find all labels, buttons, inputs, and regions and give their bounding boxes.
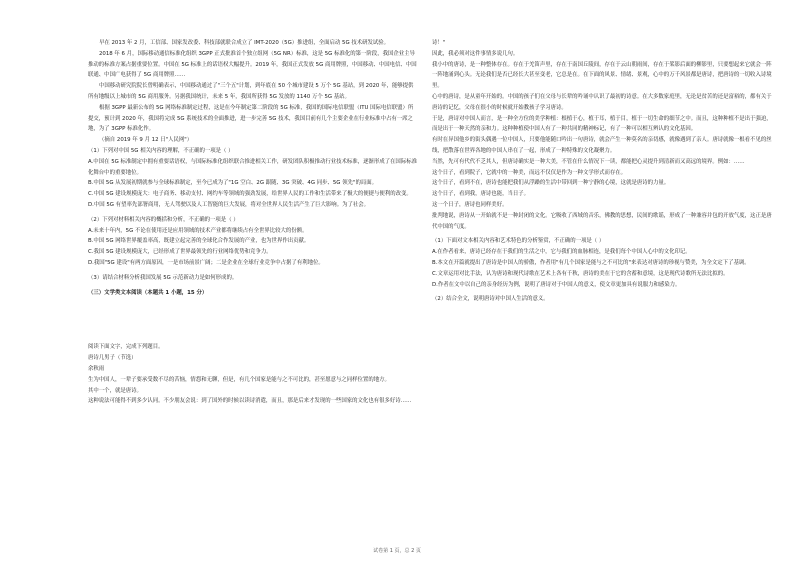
q2-option-c: C.我国 5G 建设规模庞大，已经形成了世界最领先的行业网络优势和竞争力。 bbox=[88, 249, 272, 256]
q1-option-b: B.中国 5G 从发展初期就参与全球标准制定，至今已成为了"1G 空白、2G 跟随、3G 突破、4G 同步、5G 领先"的局面。 bbox=[88, 180, 378, 187]
q1-option-d: D.中国 5G 有望率先部署商用，无人驾驶以及人工智能的巨大发展，将对全世界人民生活产生了巨大影响。为了社会。 bbox=[88, 201, 370, 208]
q1-option-a: A.中国在 5G 标准制定中拥有重要话语权，与国际标准化组织联合推进相关工作，研发团队积极推动行业技术标准，逐渐形成了在国际标准化舞台中的重要地位。 bbox=[88, 158, 417, 176]
article-paragraph: 心中的唐诗，是从童年开始的。中国的孩子们在父母与长辈的吟诵中认识了最初的诗意。在大多数家庭里，无论是贫苦的还是富裕的，都有关于唐诗的记忆，父母在很小的时候就开始教孩子学习唐诗。 bbox=[432, 93, 772, 111]
q2-option-a: A.未来十年内，5G 不论在使用还是应用领域的技术产业都将继续占有全世界比较大的份额。 bbox=[88, 227, 308, 234]
page-footer: 试卷第 1 页，总 2 页 bbox=[373, 548, 421, 554]
q1-option-c: C.文章运用对比手法，认为唐诗和现代诗歌在艺术上各有千秋，唐诗的美在于它的含蓄和意境，这是现代诗歌所无法比拟的。 bbox=[432, 270, 729, 277]
q2-option-d: D.我国"5G 建设"有两方面原因，一是市场前景广阔；二是企业在全球行业竞争中占据了有利地位。 bbox=[88, 259, 324, 266]
q2-option-b: B.中国 5G 网络世界覆盖率高，既建立起完善的全球化合作发展的产业，也为世界作出贡献。 bbox=[88, 238, 310, 245]
article-paragraph: 这个日子，看到我，唐诗也能，当日子。 bbox=[432, 191, 530, 198]
q1-option-c: C.中国 5G 建设规模庞大：电子商务、移动支付、网约车等领域的强劲发展，给世界人民的工作和生活带来了极大的便捷与便利的改变。 bbox=[88, 191, 412, 198]
left-column bbox=[88, 38, 418, 407]
article-paragraph: 我小中的唐诗，是一种整体存在。存在于羌笛声里，存在于南国丘陵间，存在于云山朝雨间，存在于桨影后面的柳影里，只要想起来它就会一阵一阵地涌到心头。无论我们是否已经长大甚至变老，它总是在。在下面的风景、情绪、景观，心中的万千风景都是唐诗，把唐诗的一切收入诗境里。 bbox=[432, 61, 772, 90]
article-title: 唐诗几男子（节选） bbox=[88, 355, 137, 362]
intro-paragraph: 早在 2013 年 2 月，工信部、国家发改委、科技部就联合成立了 IMT-2020（5G）推进组，全面启动 5G 技术研发试验。 bbox=[99, 40, 390, 46]
article-paragraph: 其中一个，就是唐诗。 bbox=[88, 387, 142, 394]
article-paragraph: 这个日子，看到院子，它就中的一种美，而远不仅仅是作为一种文学形式而存在。 bbox=[432, 169, 627, 176]
body-paragraph: 中国移动研究院院长曾明确表示，中国移动通过了"三个五"计划，到年底在 50 个城市建设 5 万个 5G 基站，到 2020 年，能够提供所有地级以上城市的 5G 商用服务。另据我国统计，未来 5 年，我国所获得 5G 发放的 1140 万个 5G 基站。 bbox=[88, 83, 414, 100]
article-paragraph: 因此，我必须对这件事情多说几句。 bbox=[432, 50, 519, 57]
question-1: （1）下列对中国 5G 相关内容的理解，不正确的一项是（ ） bbox=[88, 147, 234, 154]
question-2: （2）结合全文，说明唐诗对中国人生活的意义。 bbox=[432, 296, 549, 303]
article-author: 余秋雨 bbox=[88, 365, 105, 372]
article-paragraph: 有时在异国他乡的街头偶遇一位中国人，只要他能随口吟出一句唐诗，就会产生一种莫名的亲切感，就像遇到了亲人。唐诗就像一根看不见的丝线，把散落在世界各地的中国人串在了一起，形成了一种特殊的文化凝聚力。 bbox=[432, 137, 772, 154]
article-paragraph: 这个日子，看到不在，唐诗也能把我们从浮躁的生活中带回到一种宁静的心境，这就是唐诗的力量。 bbox=[432, 180, 670, 187]
article-paragraph: 批判地说，唐诗从一开始就不是一种封闭的文化。它吸收了西域的音乐，佛教的思想，民间的歌谣，形成了一种兼容并包的开放气度，这正是唐代中国的气度。 bbox=[432, 212, 772, 230]
reading-instruction: 阅读下面文字，完成下列题目。 bbox=[88, 344, 164, 351]
body-paragraph: 2018 年 6 月，国际移动通信标准化组织 3GPP 正式批准首个独立组网（5G NR）标准，这是 5G 标准化的第一阶段，我国企业主导推动的标准方案占据重要位置。中国在 5G 标准上的话语权大幅提升。2019 年，我国正式发放 5G 商用牌照，中国移动、中国电信、中国联通、中国广电获得了 5G 商用牌照…… bbox=[88, 50, 417, 79]
q1-option-d: D.作者在文中以自己的亲身经历为例，说明了唐诗对于中国人的意义，使文章更加具有说服力和感染力。 bbox=[432, 281, 681, 288]
article-paragraph: 于是，唐诗对中国人而言，是一种全方位的美学种植：根植于心，植于耳，植于目，植于一切生命的细节之中。而且，这种种植不是出于强迫，而是出于一种天然的亲和力。这种种植使中国人有了一种共同的精神标记，有了一种可以相互辨认的文化基因。 bbox=[432, 115, 772, 133]
article-paragraph: 这种说法可能得不到多少认同。不少朋友会说：到了国外的时候以读诗消遣，而且，那是后来才发现的一些国家的文化也有很多好诗…… bbox=[88, 398, 412, 405]
article-paragraph: 当然，先可有代代不乏其人，但唐诗确实是一种大美，不管在什么情况下一读，都能把心灵提升到清新而又高远的境界。例如：…… bbox=[432, 158, 745, 165]
body-paragraph: 根据 3GPP 最新公布的 5G 网络标准制定过程，这是在今年制定第二阶段的 5G 标准，我国的国际电信联盟（ITU 国际电信联盟）所提交，预计到 2020 年，我国将完成 5G 系统技术的全面推进，进一步完善 5G 技术，我国目前有几个主要企业在行业标准中占有一席之地，为了 3GPP 标准化作。 bbox=[88, 104, 414, 133]
article-paragraph: 生为中国人，一辈子要承受数不尽的苦恼，情怨和无聊，但是，有几个国家是能与之不可比的，甚至愿意与之同样位置的地方。 bbox=[88, 376, 390, 383]
q1-option-a: A.在作者看来，唐诗已经存在于我们的生活之中，它与我们的血脉相连，是我们每个中国人心中的文化印记。 bbox=[432, 249, 691, 256]
q1-option-b: B.本文在开篇就提出了唐诗是中国人的骄傲，作者用"有几个国家是能与之不可比的"来表达对唐诗的珍视与赞美，为全文定下了基调。 bbox=[432, 259, 750, 266]
article-paragraph: 诗！" bbox=[432, 40, 446, 46]
question-2: （2）下列对材料相关内容的概括和分析，不正确的一项是（ ） bbox=[88, 216, 239, 223]
article-paragraph: 这一个日子，唐诗也同样美好。 bbox=[432, 201, 508, 208]
question-3: （3）请结合材料分析我国发展 5G 示范新动力是如何形成的。 bbox=[88, 274, 238, 281]
source-citation: （摘自 2019 年 9 月 12 日"人民网"） bbox=[99, 137, 193, 144]
right-column bbox=[432, 38, 772, 305]
question-1: （1）下面对文本相关内容和艺术特色的分析鉴赏，不正确的一项是（ ） bbox=[432, 238, 605, 245]
section-title: （三）文学类文本阅读（本题共 1 小题，15 分） bbox=[88, 289, 208, 296]
